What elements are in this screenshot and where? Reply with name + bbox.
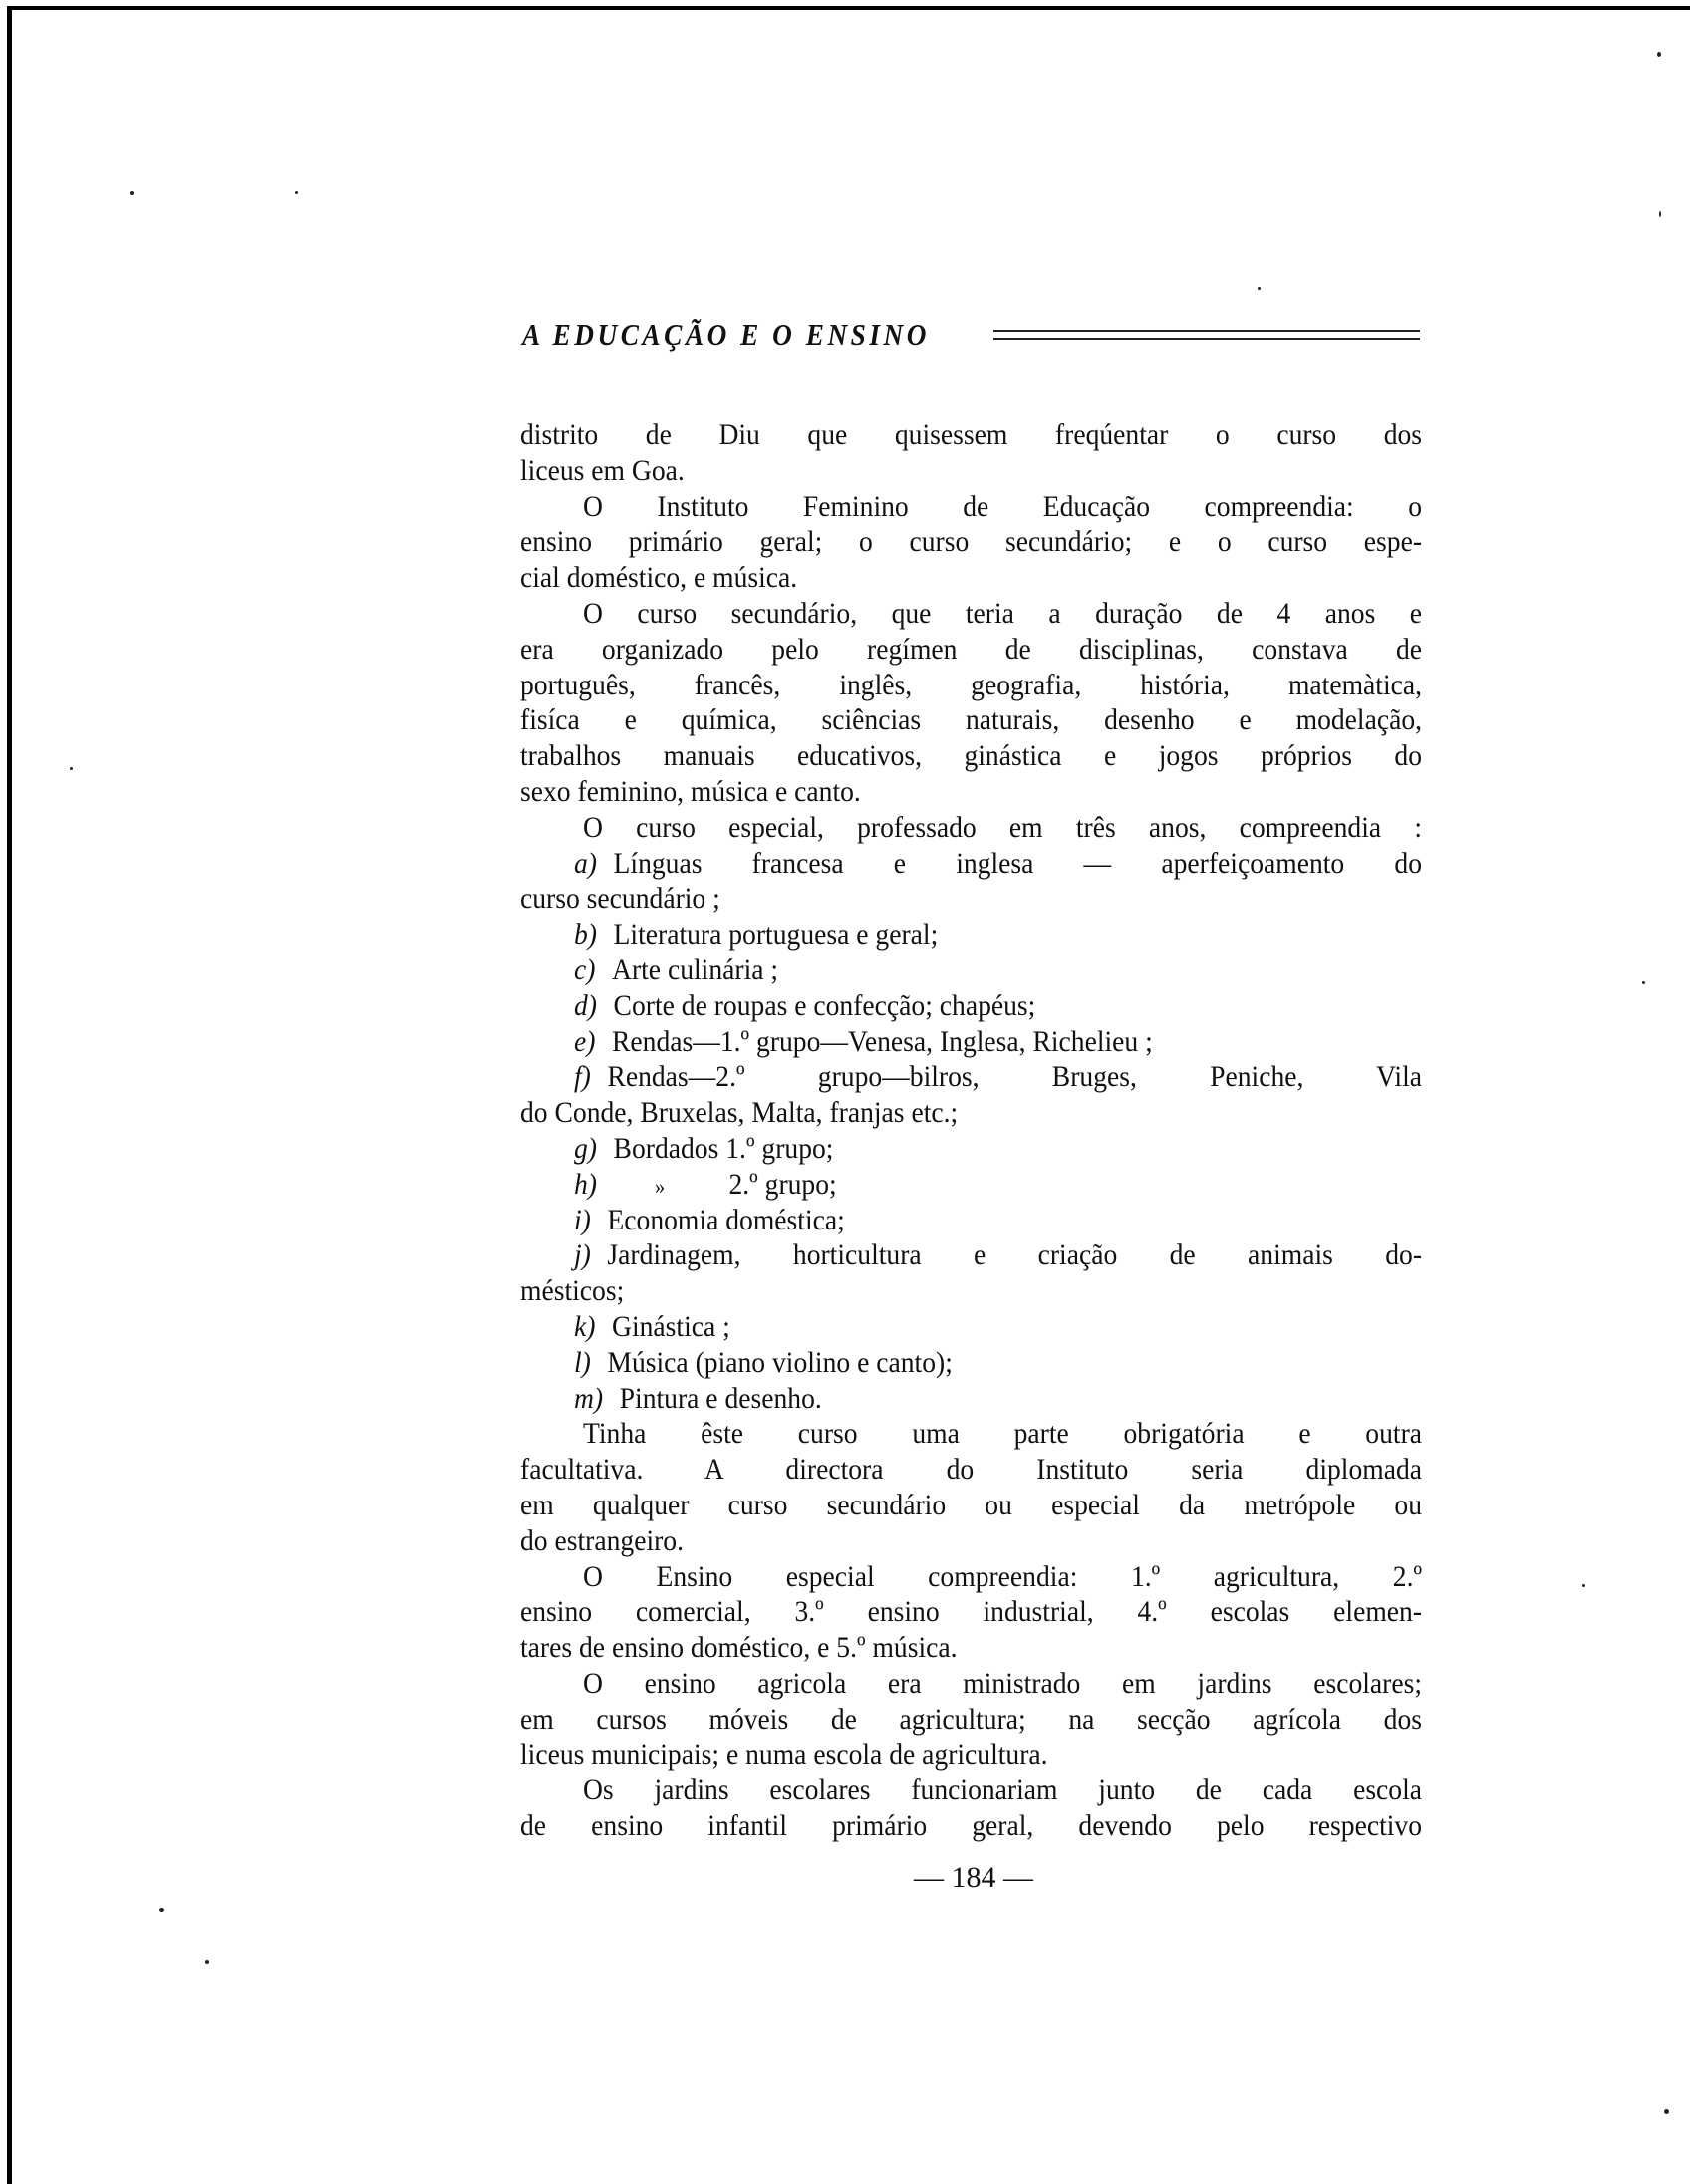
text-line-content <box>583 489 1422 525</box>
text-line-content <box>520 1095 958 1131</box>
text-line-content <box>583 1559 1422 1595</box>
text-line-body: O Instituto Feminino de Educação compreendia: o <box>583 489 1423 523</box>
page-number: — 184 — <box>914 1861 1033 1894</box>
text-line-body: Línguas francesa e inglesa — aperfeiçoamento do <box>613 846 1423 880</box>
text-line-body: curso secundário ; <box>520 882 720 916</box>
text-line-body: O curso secundário, que teria a duração de 4 anos e <box>583 596 1423 630</box>
text-line-body: ensino comercial, 3.º ensino industrial, 4.º escolas elemen- <box>520 1595 1423 1629</box>
text-line-body: trabalhos manuais educativos, ginástica e jogos próprios do <box>520 739 1423 773</box>
scan-speck <box>1664 2109 1669 2114</box>
text-line-body: liceus em Goa. <box>520 453 685 487</box>
text-line-body: cial doméstico, e música. <box>520 561 798 595</box>
text-line-body: mésticos; <box>520 1274 625 1308</box>
text-line-content <box>520 1273 624 1309</box>
scan-speck <box>205 1960 209 1964</box>
text-line-body: de ensino infantil primário geral, devendo pelo respectivo <box>520 1809 1423 1843</box>
text-line-content <box>520 1702 1422 1738</box>
text-line-content <box>520 1452 1422 1488</box>
text-line <box>520 668 1422 703</box>
text-line-body: Jardinagem, horticultura e criação de animais do- <box>607 1238 1423 1272</box>
text-line <box>520 1024 1422 1060</box>
text-line <box>520 1666 1422 1702</box>
text-line-body: Economia doméstica; <box>607 1203 845 1236</box>
text-line <box>520 489 1422 525</box>
text-line-body: fisíca e química, sciências naturais, desenho e modelação, <box>520 703 1423 737</box>
text-line-body: era organizado pelo regímen de disciplinas, constava de <box>520 632 1423 666</box>
scan-speck <box>159 1908 164 1912</box>
scan-speck <box>70 767 73 770</box>
text-line <box>520 702 1422 738</box>
list-item-label: b) <box>574 918 597 952</box>
text-line-body: Ginástica ; <box>612 1309 730 1343</box>
text-line <box>520 810 1422 846</box>
scan-speck <box>1657 52 1661 57</box>
text-line-content <box>574 1203 845 1238</box>
text-line-body: O Ensino especial compreendia: 1.º agricultura, 2.º <box>583 1559 1423 1593</box>
list-item-label: g) <box>574 1131 597 1165</box>
running-head-title: A EDUCAÇÃO E O ENSINO <box>522 317 930 352</box>
list-item-label: f) <box>574 1060 591 1094</box>
list-item-label: k) <box>574 1309 596 1343</box>
scan-speck <box>295 191 298 194</box>
text-line <box>520 953 1422 988</box>
text-line-content <box>574 953 778 988</box>
text-line-body: tares de ensino doméstico, e 5.º música. <box>520 1631 958 1665</box>
text-line-content <box>574 1345 953 1381</box>
text-line-body: português, francês, inglês, geografia, história, matemàtica, <box>520 668 1423 701</box>
text-line-content <box>583 1666 1422 1702</box>
list-item-label: d) <box>574 988 597 1022</box>
scan-border-top <box>7 6 1690 10</box>
text-line-body: Arte culinária ; <box>612 953 779 986</box>
text-line-content <box>520 1523 684 1559</box>
text-line-content <box>574 1131 833 1167</box>
text-line-body: liceus municipais; e numa escola de agricultura. <box>520 1738 1048 1772</box>
text-line-body: sexo feminino, música e canto. <box>520 774 861 808</box>
text-line <box>520 1131 1422 1167</box>
text-line-body: ensino primário geral; o curso secundário; e o curso espe- <box>520 525 1423 559</box>
body-text <box>520 417 1422 1844</box>
text-line <box>520 1594 1422 1630</box>
text-line-body: O ensino agricola era ministrado em jardins escolares; <box>583 1666 1423 1700</box>
list-item-label: c) <box>574 953 596 986</box>
text-line-body: Os jardins escolares funcionariam junto de cada escola <box>583 1774 1423 1807</box>
text-line-content <box>574 1381 822 1417</box>
text-line-content <box>583 1773 1422 1808</box>
text-line <box>520 1381 1422 1417</box>
text-line-body: Corte de roupas e confecção; chapéus; <box>613 988 1036 1022</box>
text-line-body: Pintura e desenho. <box>619 1381 822 1415</box>
list-item-label: i) <box>574 1203 591 1236</box>
scan-speck <box>1258 287 1261 290</box>
text-line <box>520 1309 1422 1345</box>
text-line-content <box>574 1309 730 1345</box>
text-line <box>520 1773 1422 1808</box>
text-line-content <box>520 738 1422 774</box>
text-line-body: O curso especial, professado em três anos, compreendia : <box>583 810 1423 844</box>
text-line <box>520 453 1422 489</box>
text-line <box>520 1523 1422 1559</box>
ditto-mark: » <box>654 1173 666 1199</box>
text-line <box>520 1059 1422 1095</box>
text-line-body: facultativa. A directora do Instituto seria diplomada <box>520 1453 1423 1487</box>
text-line-content <box>520 774 861 810</box>
text-line-content <box>520 1594 1422 1630</box>
text-line <box>520 1237 1422 1273</box>
text-line <box>520 738 1422 774</box>
list-item-label: a) <box>574 846 597 880</box>
scan-speck <box>1582 1584 1585 1587</box>
list-item-label: m) <box>574 1381 604 1415</box>
list-item-label: l) <box>574 1345 591 1379</box>
text-line-body: em cursos móveis de agricultura; na secção agrícola dos <box>520 1702 1423 1736</box>
text-line <box>520 1167 1422 1203</box>
text-line-body: do Conde, Bruxelas, Malta, franjas etc.; <box>520 1096 959 1130</box>
text-line <box>520 524 1422 560</box>
text-line <box>520 1559 1422 1595</box>
text-line <box>520 917 1422 953</box>
running-head-double-rule <box>993 330 1420 340</box>
scan-speck <box>1642 981 1645 984</box>
text-line-content <box>520 1488 1422 1523</box>
scan-speck <box>1659 211 1661 217</box>
text-line-content <box>574 988 1035 1024</box>
text-line-content <box>520 560 797 596</box>
text-line-content <box>520 453 685 489</box>
text-line <box>520 988 1422 1024</box>
text-line-body: 2.º grupo; <box>728 1167 837 1201</box>
text-line-content <box>574 917 938 953</box>
text-line-body: em qualquer curso secundário ou especial da metrópole ou <box>520 1488 1423 1521</box>
text-line-content <box>574 1167 837 1205</box>
text-line-body: Rendas—2.º grupo—bilros, Bruges, Peniche, Vila <box>607 1060 1423 1094</box>
text-line <box>520 596 1422 632</box>
text-line-body: distrito de Diu que quisessem freqúentar o curso dos <box>520 418 1423 451</box>
text-line-content <box>574 1024 1153 1060</box>
text-line <box>520 1416 1422 1452</box>
text-line-content <box>520 1808 1422 1844</box>
text-line-content <box>583 1416 1422 1452</box>
text-line <box>520 1203 1422 1238</box>
text-line-content <box>520 1737 1048 1773</box>
scan-border-left <box>7 6 12 2184</box>
list-item-label: h) <box>574 1167 597 1201</box>
text-line-content <box>574 1237 1422 1273</box>
text-line-body: Rendas—1.º grupo—Venesa, Inglesa, Richelieu ; <box>612 1024 1153 1058</box>
list-item-label: e) <box>574 1024 596 1058</box>
text-line-content <box>583 810 1422 846</box>
text-line <box>520 417 1422 453</box>
text-line-body: do estrangeiro. <box>520 1523 685 1557</box>
text-line-body: Literatura portuguesa e geral; <box>613 918 939 952</box>
text-line <box>520 1630 1422 1666</box>
text-line-content <box>520 417 1422 453</box>
text-line-content <box>520 702 1422 738</box>
text-line <box>520 1702 1422 1738</box>
text-line-content <box>574 846 1422 882</box>
text-line <box>520 1345 1422 1381</box>
text-line-content <box>520 668 1422 703</box>
text-line-content <box>520 881 720 917</box>
text-line <box>520 1488 1422 1523</box>
text-line-content <box>520 632 1422 668</box>
list-item-label: j) <box>574 1238 591 1272</box>
scan-speck <box>130 191 134 195</box>
text-line <box>520 1273 1422 1309</box>
text-line-content <box>574 1059 1422 1095</box>
text-line <box>520 1737 1422 1773</box>
text-line <box>520 774 1422 810</box>
text-line-content <box>520 1630 958 1666</box>
text-line <box>520 1095 1422 1131</box>
text-line <box>520 632 1422 668</box>
text-line <box>520 560 1422 596</box>
text-line-body: Tinha êste curso uma parte obrigatória e outra <box>583 1417 1423 1451</box>
text-line-content <box>520 524 1422 560</box>
text-line-body: Bordados 1.º grupo; <box>613 1131 834 1165</box>
text-line-body: Música (piano violino e canto); <box>607 1345 953 1379</box>
text-line-content <box>583 596 1422 632</box>
text-line <box>520 1452 1422 1488</box>
text-line <box>520 881 1422 917</box>
text-line <box>520 846 1422 882</box>
text-line <box>520 1808 1422 1844</box>
